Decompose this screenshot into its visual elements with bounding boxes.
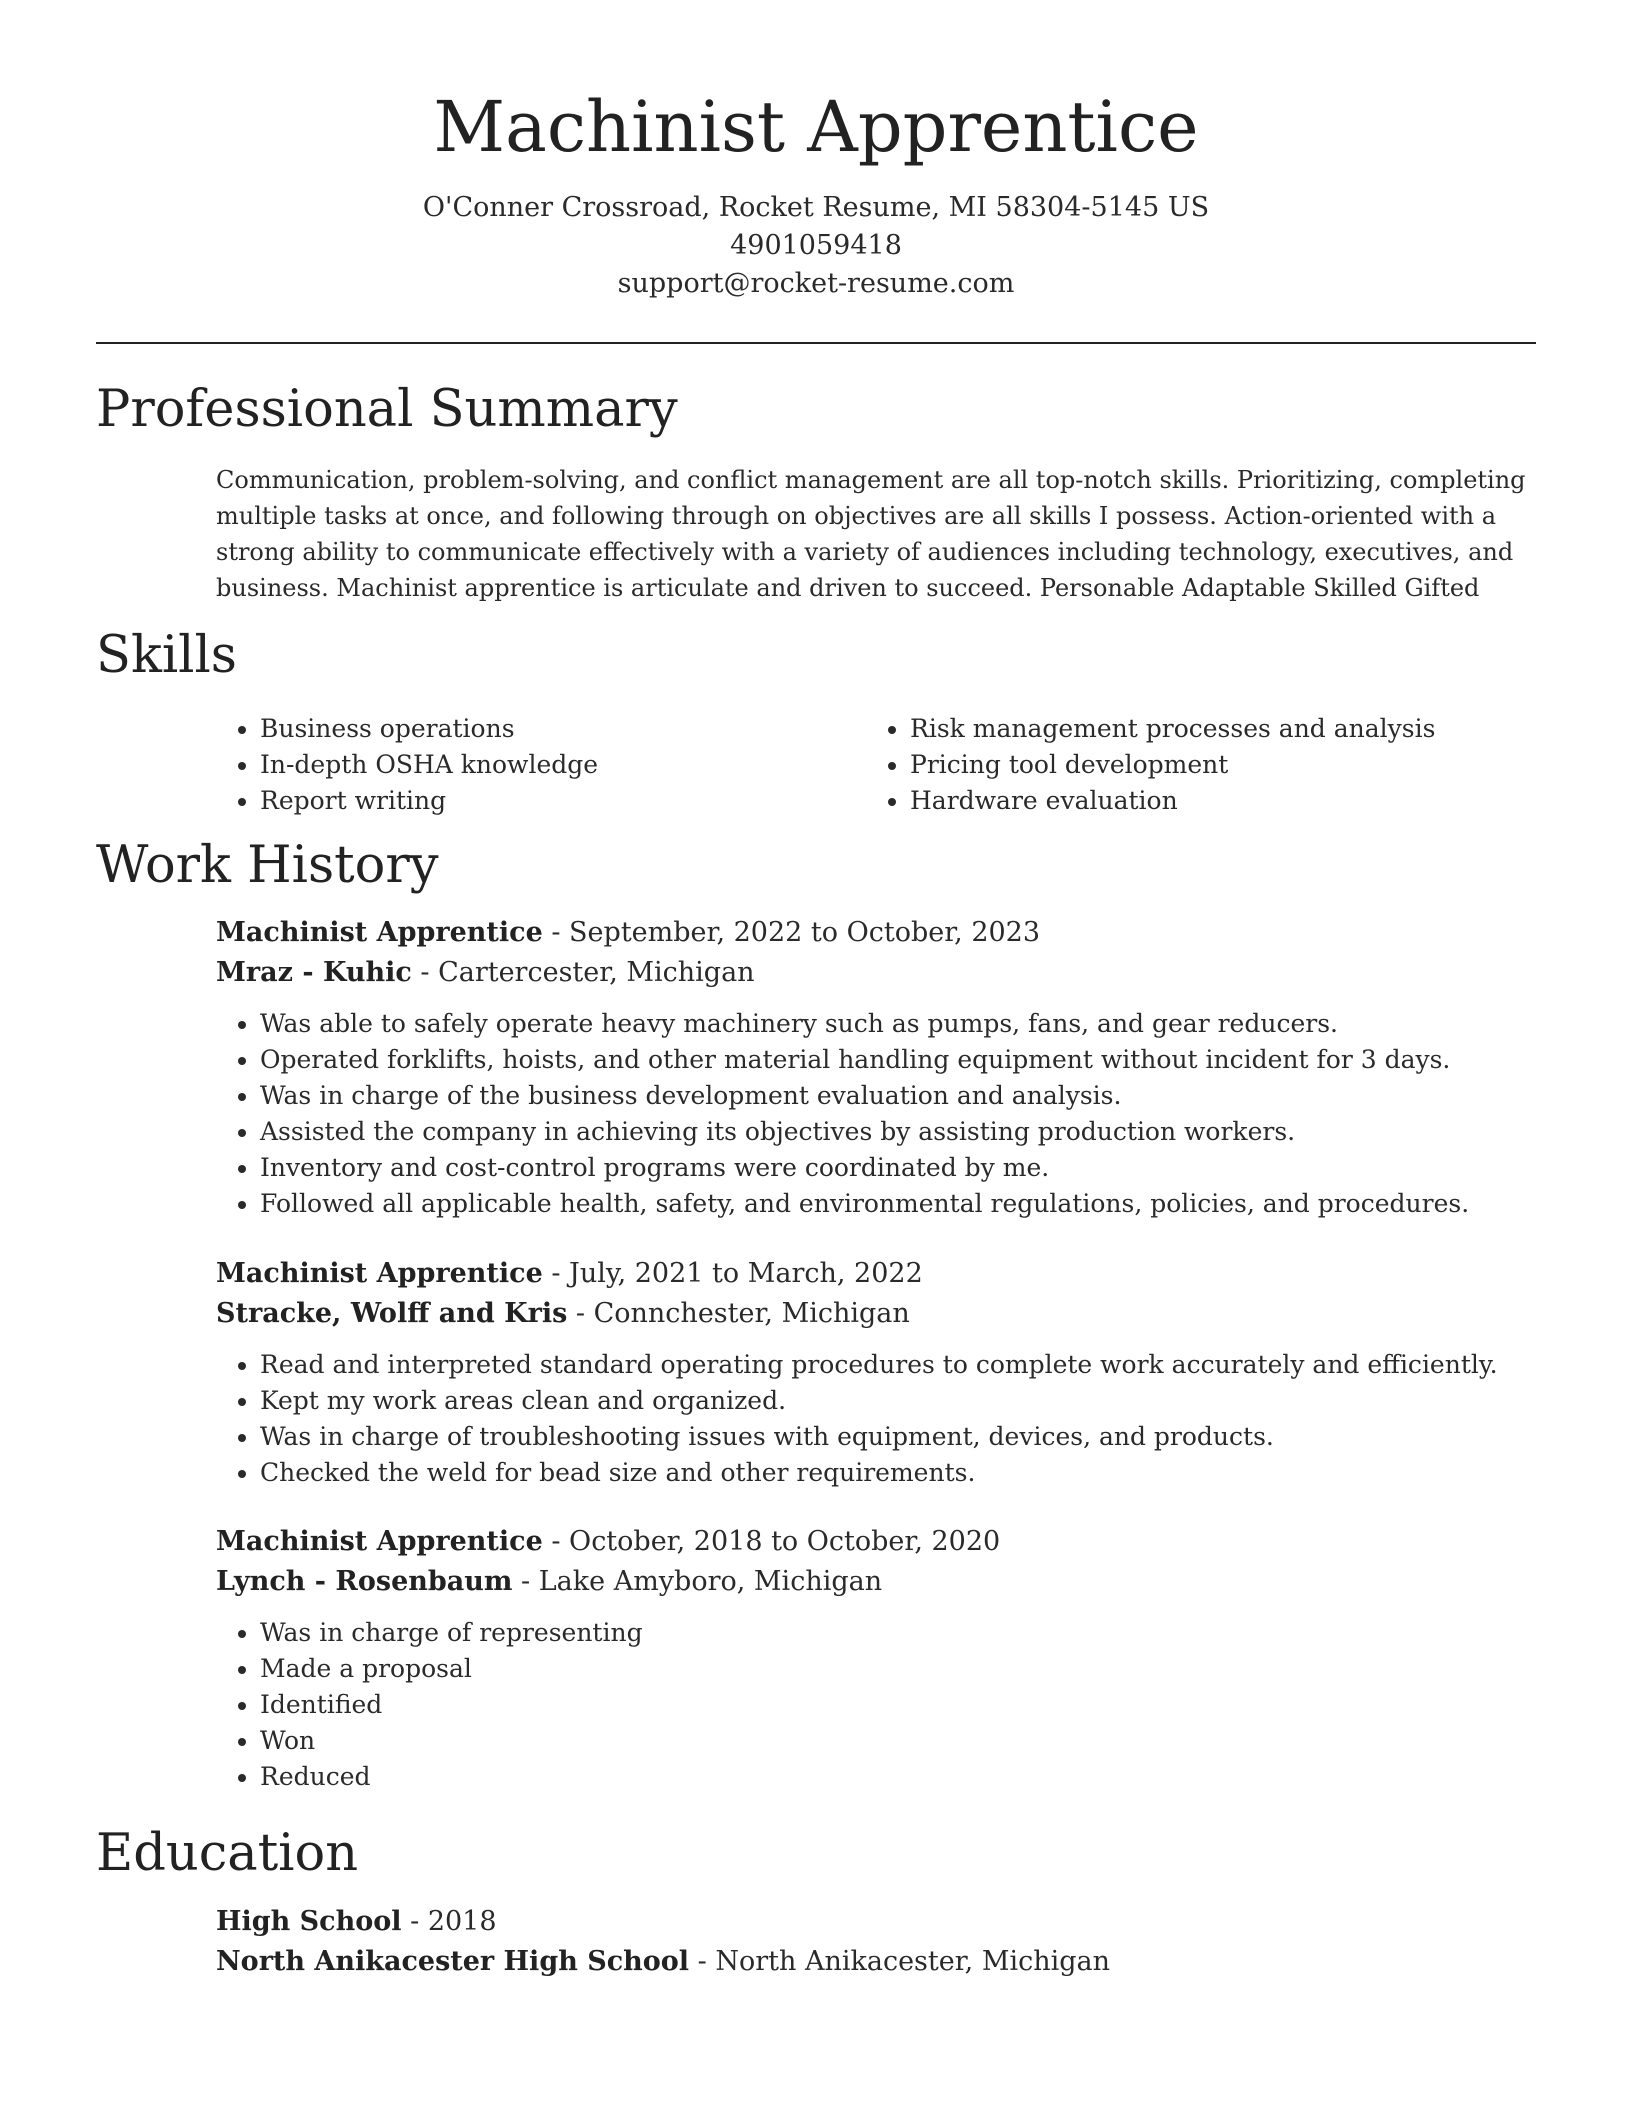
job-bullets [216, 1347, 1536, 1491]
contact-address: O'Conner Crossroad, Rocket Resume, MI 58304-5145 US [422, 192, 1210, 223]
contact-info [96, 189, 1536, 303]
summary-text: Communication, problem-solving, and conflict management are all top-notch skills. Prioritizing, completing multiple tasks at once, and following through on objectives are all skills I possess. Action-oriented with a strong ability to communicate effectively with a variety of audiences including technology, executives, and business. Machinist apprentice is articulate and driven to succeed. Personable Adaptable Skilled Gifted [216, 466, 1526, 602]
job-company-line [216, 1562, 1536, 1602]
job-bullet: • Was able to safely operate heavy machinery such as pumps, fans, and gear reducers. [260, 1006, 1536, 1042]
job-bullet: • Won [260, 1723, 1536, 1759]
job-bullet: • Identified [260, 1687, 1536, 1723]
skills-list-left [216, 711, 598, 819]
job-title-line [216, 1254, 1536, 1294]
job-company: Stracke, Wolff and Kris [216, 1298, 568, 1329]
job-location: - Connchester, Michigan [567, 1298, 910, 1329]
job-entry [216, 913, 1536, 1222]
section-title-summary: Professional Summary [96, 380, 678, 439]
job-bullet: • Was in charge of the business development evaluation and analysis. [260, 1078, 1536, 1114]
job-bullet: • Followed all applicable health, safety, and environmental regulations, policies, and procedures. [260, 1186, 1536, 1222]
job-position: Machinist Apprentice [216, 917, 543, 948]
job-dates: - July, 2021 to March, 2022 [542, 1258, 923, 1289]
job-location: - Cartercester, Michigan [411, 957, 755, 988]
job-title-line [216, 913, 1536, 953]
section-title-work-history: Work History [96, 836, 439, 895]
resume-header [96, 82, 1536, 303]
skill-item: • Hardware evaluation [910, 783, 1435, 819]
education-year: - 2018 [401, 1906, 497, 1937]
job-location: - Lake Amyboro, Michigan [512, 1566, 883, 1597]
job-dates: - October, 2018 to October, 2020 [542, 1526, 1001, 1557]
job-bullets [216, 1615, 1536, 1795]
job-entry [216, 1254, 1536, 1491]
job-bullet: • Operated forklifts, hoists, and other material handling equipment without incident for 3 days. [260, 1042, 1536, 1078]
job-company: Lynch - Rosenbaum [216, 1566, 513, 1597]
section-title-education: Education [96, 1824, 359, 1883]
skill-item: • In-depth OSHA knowledge [260, 747, 598, 783]
contact-phone: 4901059418 [730, 230, 902, 261]
candidate-name: Machinist Apprentice [433, 86, 1199, 168]
header-divider [96, 342, 1536, 344]
section-title-skills: Skills [96, 626, 237, 685]
job-dates: - September, 2022 to October, 2023 [542, 917, 1041, 948]
education-entry [216, 1902, 1536, 1982]
job-company-line [216, 953, 1536, 993]
job-position: Machinist Apprentice [216, 1526, 543, 1557]
job-company-line [216, 1294, 1536, 1334]
job-position: Machinist Apprentice [216, 1258, 543, 1289]
job-company: Mraz - Kuhic [216, 957, 412, 988]
job-bullet: • Was in charge of troubleshooting issues with equipment, devices, and products. [260, 1419, 1536, 1455]
job-bullet: • Kept my work areas clean and organized. [260, 1383, 1536, 1419]
skills-list-right [866, 711, 1435, 819]
skill-item: • Business operations [260, 711, 598, 747]
skill-item: • Risk management processes and analysis [910, 711, 1435, 747]
education-school: North Anikacester High School [216, 1946, 690, 1977]
skill-item: • Pricing tool development [910, 747, 1435, 783]
job-bullet: • Read and interpreted standard operating procedures to complete work accurately and efficiently. [260, 1347, 1536, 1383]
education-school-line [216, 1942, 1536, 1982]
job-bullets [216, 1006, 1536, 1222]
job-entry [216, 1522, 1536, 1795]
education-degree-line [216, 1902, 1536, 1942]
education-location: - North Anikacester, Michigan [689, 1946, 1111, 1977]
skill-item: • Report writing [260, 783, 598, 819]
contact-email: support@rocket-resume.com [617, 268, 1015, 299]
job-bullet: • Checked the weld for bead size and other requirements. [260, 1455, 1536, 1491]
job-bullet: • Made a proposal [260, 1651, 1536, 1687]
job-bullet: • Reduced [260, 1759, 1536, 1795]
job-bullet: • Assisted the company in achieving its objectives by assisting production workers. [260, 1114, 1536, 1150]
job-title-line [216, 1522, 1536, 1562]
job-bullet: • Was in charge of representing [260, 1615, 1536, 1651]
job-bullet: • Inventory and cost-control programs were coordinated by me. [260, 1150, 1536, 1186]
education-degree: High School [216, 1906, 402, 1937]
